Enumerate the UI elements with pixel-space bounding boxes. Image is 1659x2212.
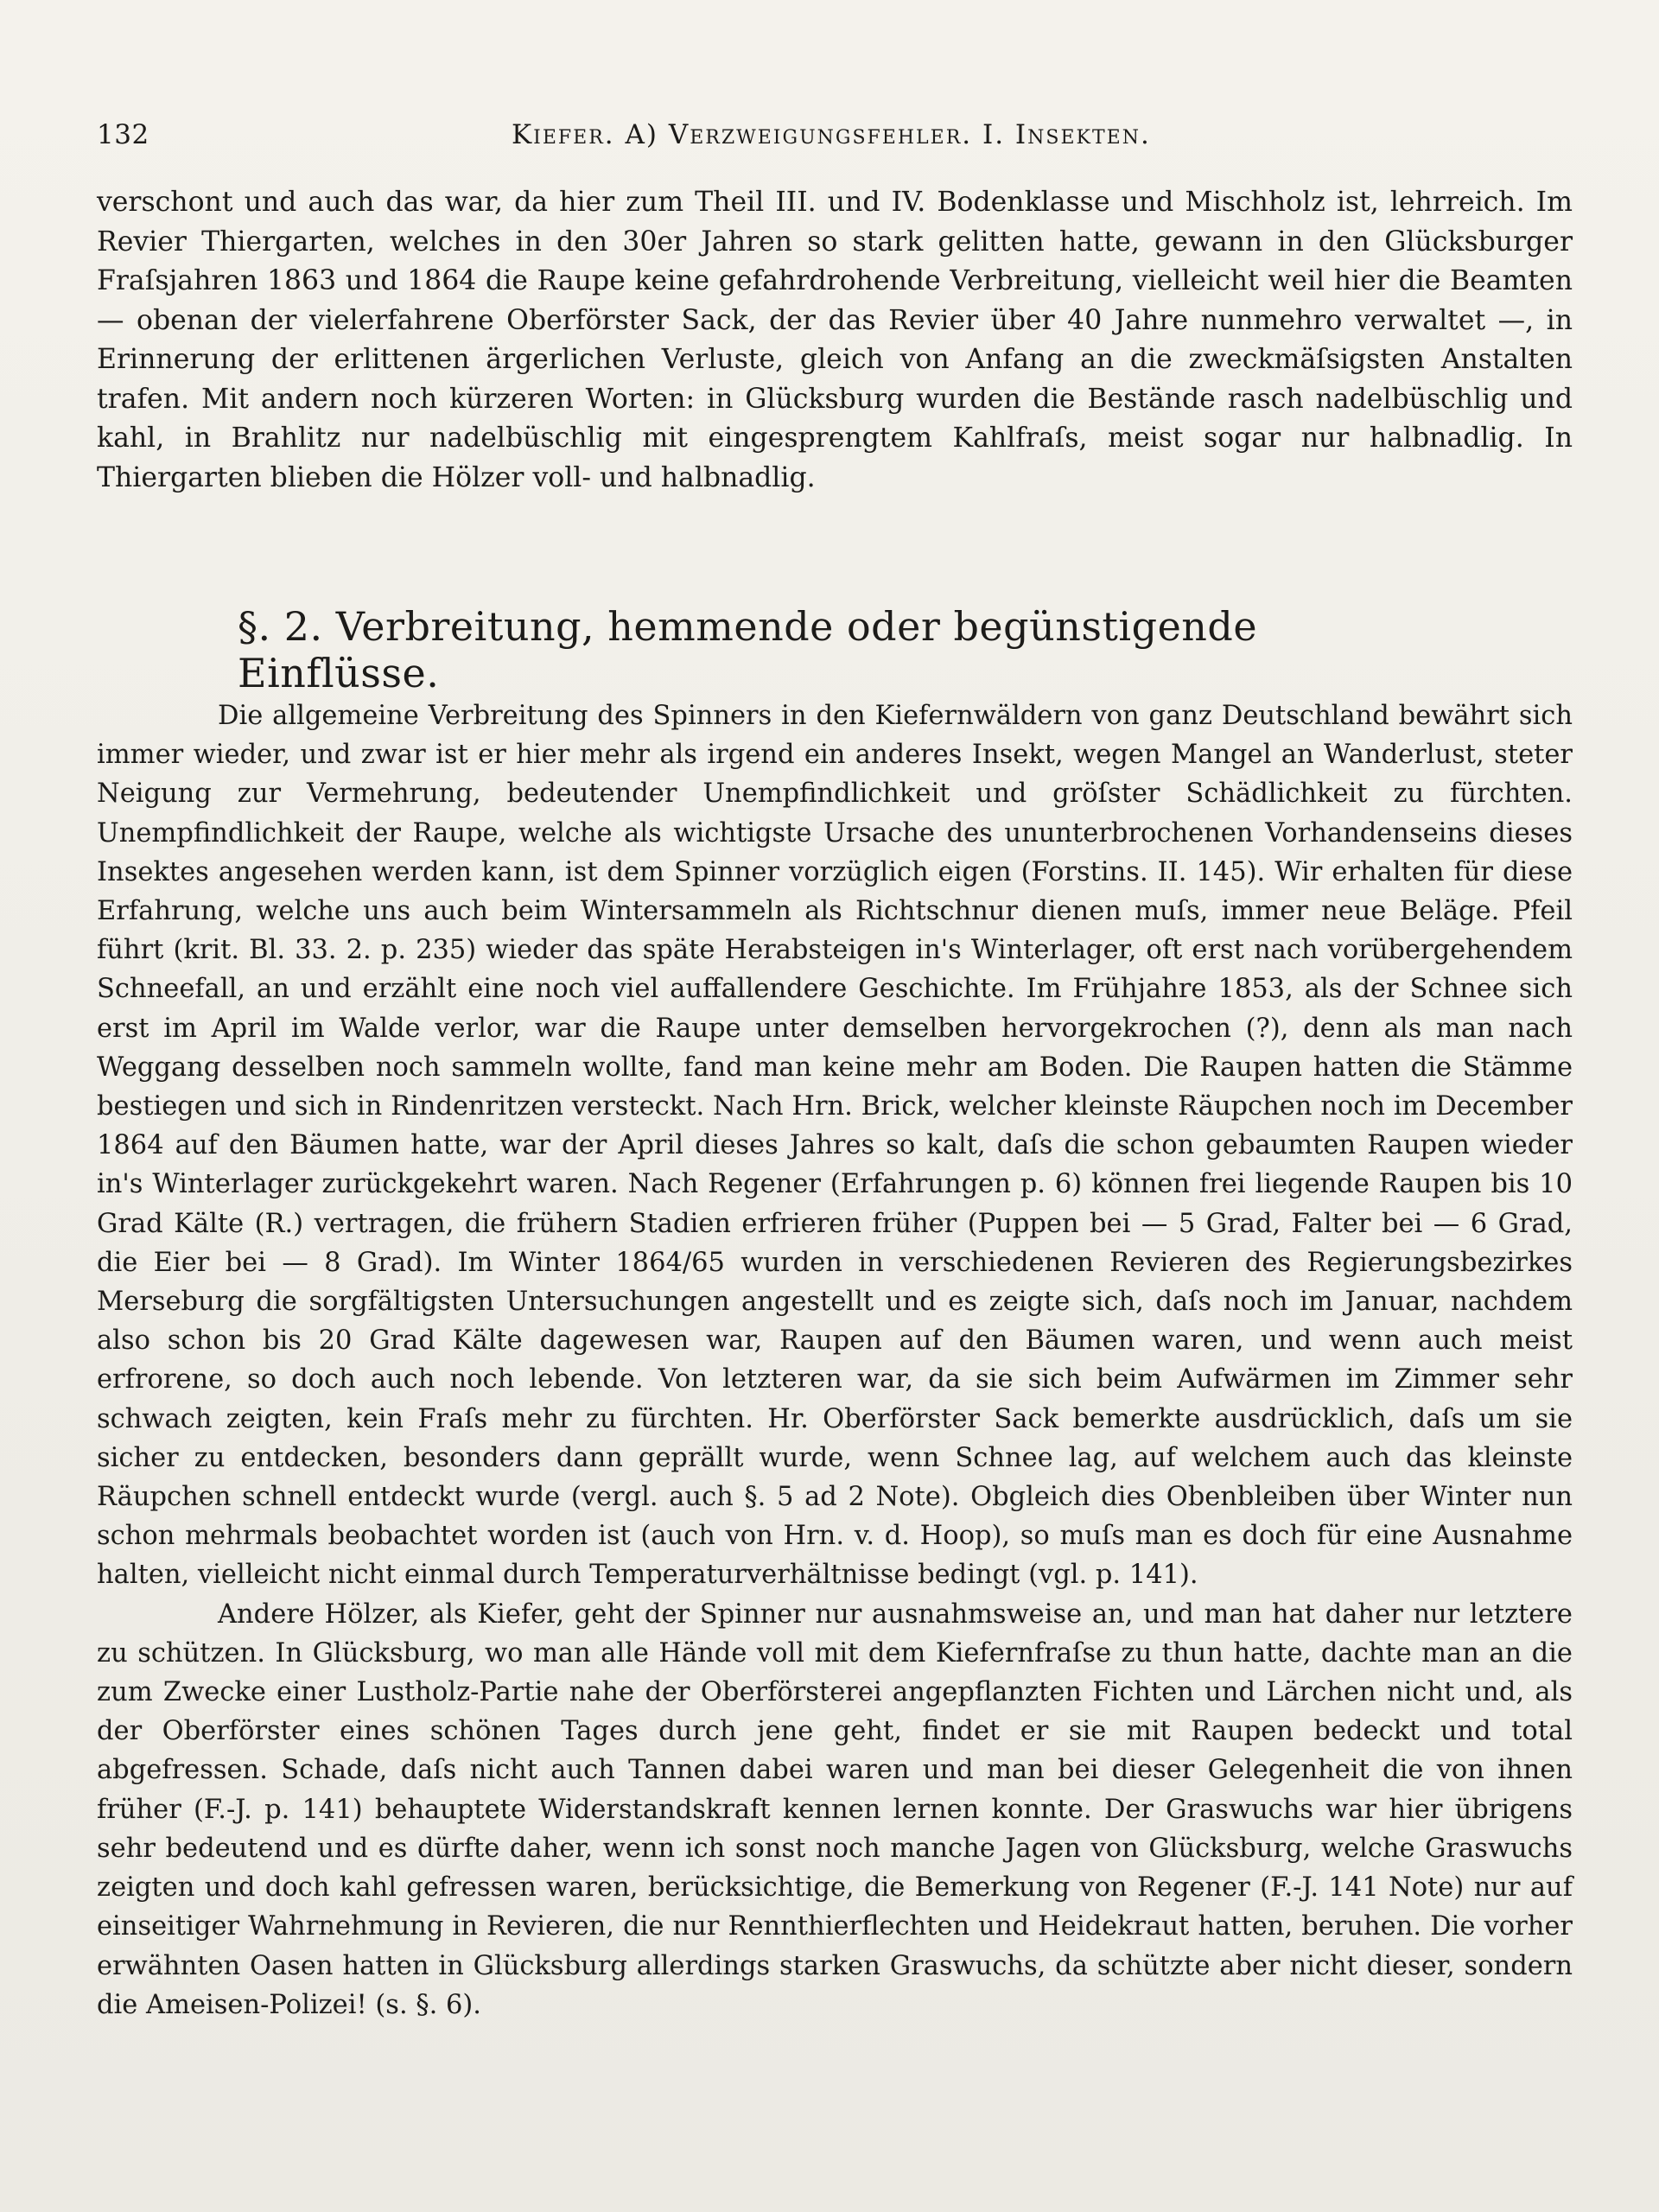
body-paragraph-2: Andere Hölzer, als Kiefer, geht der Spinner nur ausnahmsweise an, und man hat daher nur letztere zu schützen. In Glücksburg, wo man alle Hände voll mit dem Kiefernfraſse zu thun hatte, dachte man an die zum Zwecke einer Lustholz-Partie nahe der Oberförsterei angepflanzten Fichten und Lärchen nicht und, als der Oberförster eines schönen Tages durch jene geht, findet er sie mit Raupen bedeckt und total abgefressen. Schade, daſs nicht auch Tannen dabei waren und man bei dieser Gelegenheit die von ihnen früher (F.-J. p. 141) behauptete Widerstandskraft kennen lernen konnte. Der Graswuchs war hier übrigens sehr bedeutend und es dürfte daher, wenn ich sonst noch manche Jagen von Glücksburg, welche Graswuchs zeigten und doch kahl gefressen waren, berücksichtige, die Bemerkung von Regener (F.-J. 141 Note) nur auf einseitiger Wahrnehmung in Revieren, die nur Rennthierflechten und Heidekraut hatten, beruhen. Die vorher erwähnten Oasen hatten in Glücksburg allerdings starken Graswuchs, da schützte aber nicht dieser, sondern die Ameisen-Polizei! (s. §. 6). xyxy=(97,1599,1573,2020)
intro-paragraph-block xyxy=(97,183,1573,498)
page-number: 132 xyxy=(97,119,149,150)
body-paragraph-1: Die allgemeine Verbreitung des Spinners in den Kiefernwäldern von ganz Deutschland bewährt sich immer wieder, und zwar ist er hier mehr als irgend ein anderes Insekt, wegen Mangel an Wanderlust, steter Neigung zur Vermehrung, bedeutender Unempfindlichkeit und gröſster Schädlichkeit zu fürchten. Unempfindlichkeit der Raupe, welche als wichtigste Ursache des ununterbrochenen Vorhandenseins dieses Insektes angesehen werden kann, ist dem Spinner vorzüglich eigen (Forstins. II. 145). Wir erhalten für diese Erfahrung, welche uns auch beim Wintersammeln als Richtschnur dienen muſs, immer neue Beläge. Pfeil führt (krit. Bl. 33. 2. p. 235) wieder das späte Herabsteigen in's Winterlager, oft erst nach vorübergehendem Schneefall, an und erzählt eine noch viel auffallendere Geschichte. Im Frühjahre 1853, als der Schnee sich erst im April im Walde verlor, war die Raupe unter demselben hervorgekrochen (?), denn als man nach Weggang desselben noch sammeln wollte, fand man keine mehr am Boden. Die Raupen hatten die Stämme bestiegen und sich in Rindenritzen versteckt. Nach Hrn. Brick, welcher kleinste Räupchen noch im December 1864 auf den Bäumen hatte, war der April dieses Jahres so kalt, daſs die schon gebaumten Raupen wieder in's Winterlager zurückgekehrt waren. Nach Regener (Erfahrungen p. 6) können frei liegende Raupen bis 10 Grad Kälte (R.) vertragen, die frühern Stadien erfrieren früher (Puppen bei — 5 Grad, Falter bei — 6 Grad, die Eier bei — 8 Grad). Im Winter 1864/65 wurden in verschiedenen Revieren des Regierungsbezirkes Merseburg die sorgfältigsten Untersuchungen angestellt und es zeigte sich, daſs noch im Januar, nachdem also schon bis 20 Grad Kälte dagewesen war, Raupen auf den Bäumen waren, und wenn auch meist erfrorene, so doch auch noch lebende. Von letzteren war, da sie sich beim Aufwärmen im Zimmer sehr schwach zeigten, kein Fraſs mehr zu fürchten. Hr. Oberförster Sack bemerkte ausdrücklich, daſs um sie sicher zu entdecken, besonders dann geprällt wurde, wenn Schnee lag, auf welchem auch das kleinste Räupchen schnell entdeckt wurde (vergl. auch §. 5 ad 2 Note). Obgleich dies Obenbleiben über Winter nun schon mehrmals beobachtet worden ist (auch von Hrn. v. d. Hoop), so muſs man es doch für eine Ausnahme halten, vielleicht nicht einmal durch Temperaturverhältnisse bedingt (vgl. p. 141). xyxy=(97,701,1573,1591)
section-body xyxy=(97,696,1573,2024)
running-head: Kiefer. A) Verzweigungsfehler. I. Insekten. xyxy=(512,119,1151,150)
section-heading: §. 2. Verbreitung, hemmende oder begünstigende Einflüsse. xyxy=(238,603,1258,696)
page-header xyxy=(97,119,1566,154)
intro-paragraph: verschont und auch das war, da hier zum Theil III. und IV. Bodenklasse und Mischholz ist, lehrreich. Im Revier Thiergarten, welches in den 30er Jahren so stark gelitten hatte, gewann in den Glücksburger Fraſsjahren 1863 und 1864 die Raupe keine gefahrdrohende Verbreitung, vielleicht weil hier die Beamten — obenan der vielerfahrene Oberförster Sack, der das Revier über 40 Jahre nunmehro verwaltet —, in Erinnerung der erlittenen ärgerlichen Verluste, gleich von Anfang an die zweckmäſsigsten Anstalten trafen. Mit andern noch kürzeren Worten: in Glücksburg wurden die Bestände rasch nadelbüschlig und kahl, in Brahlitz nur nadelbüschlig mit eingesprengtem Kahlfraſs, meist sogar nur halbnadlig. In Thiergarten blieben die Hölzer voll- und halbnadlig. xyxy=(97,187,1573,493)
